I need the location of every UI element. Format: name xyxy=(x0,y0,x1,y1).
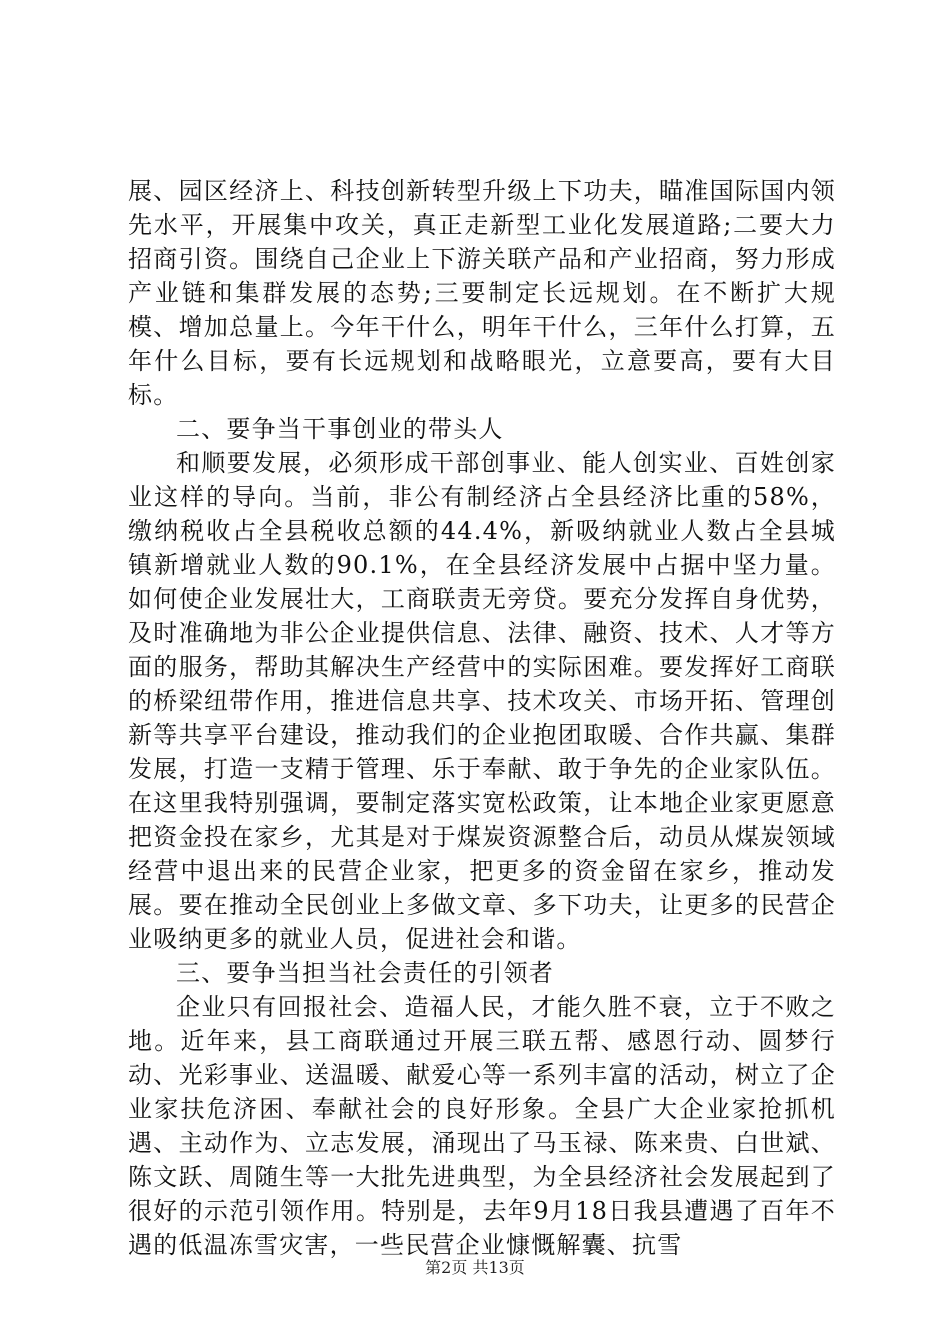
paragraph-continuation: 展、园区经济上、科技创新转型升级上下功夫，瞄准国际国内领先水平，开展集中攻关，真正走新型工业化发展道路;二要大力招商引资。围绕自己企业上下游关联产品和产业招商，努力形成产业链和集群发展的态势;三要制定长远规划。在不断扩大规模、增加总量上。今年干什么，明年干什么，三年什么打算，五年什么目标，要有长远规划和战略眼光，立意要高，要有大目标。 xyxy=(128,177,836,409)
paragraph-section-3: 企业只有回报社会、造福人民，才能久胜不衰，立于不败之地。近年来，县工商联通过开展三联五帮、感恩行动、圆梦行动、光彩事业、送温暖、献爱心等一系列丰富的活动，树立了企业家扶危济困、奉献社会的良好形象。全县广大企业家抢抓机遇、主动作为、立志发展，涌现出了马玉禄、陈来贵、白世斌、陈文跃、周随生等一大批先进典型，为全县经济社会发展起到了很好的示范引领作用。特别是，去年9月18日我县遭遇了百年不遇的低温冻雪灾害，一些民营企业慷慨解囊、抗雪 xyxy=(128,993,836,1259)
section-heading-2: 二、要争当干事创业的带头人 xyxy=(176,415,504,443)
page-number-footer: 第2页 共13页 xyxy=(425,1258,525,1277)
paragraph-section-2: 和顺要发展，必须形成干部创事业、能人创实业、百姓创家业这样的导向。当前，非公有制经济占全县经济比重的58%，缴纳税收占全县税收总额的44.4%，新吸纳就业人数占全县城镇新增就业人数的90.1%，在全县经济发展中占据中坚力量。如何使企业发展壮大，工商联责无旁贷。要充分发挥自身优势，及时准确地为非公企业提供信息、法律、融资、技术、人才等方面的服务，帮助其解决生产经营中的实际困难。要发挥好工商联的桥梁纽带作用，推进信息共享、技术攻关、市场开拓、管理创新等共享平台建设，推动我们的企业抱团取暖、合作共赢、集群发展，打造一支精于管理、乐于奉献、敢于争先的企业家队伍。在这里我特别强调，要制定落实宽松政策，让本地企业家更愿意把资金投在家乡，尤其是对于煤炭资源整合后，动员从煤炭领域经营中退出来的民营企业家，把更多的资金留在家乡，推动发展。要在推动全民创业上多做文章、多下功夫，让更多的民营企业吸纳更多的就业人员，促进社会和谐。 xyxy=(128,449,836,953)
document-body xyxy=(128,174,836,1262)
section-heading-3: 三、要争当担当社会责任的引领者 xyxy=(176,959,554,987)
